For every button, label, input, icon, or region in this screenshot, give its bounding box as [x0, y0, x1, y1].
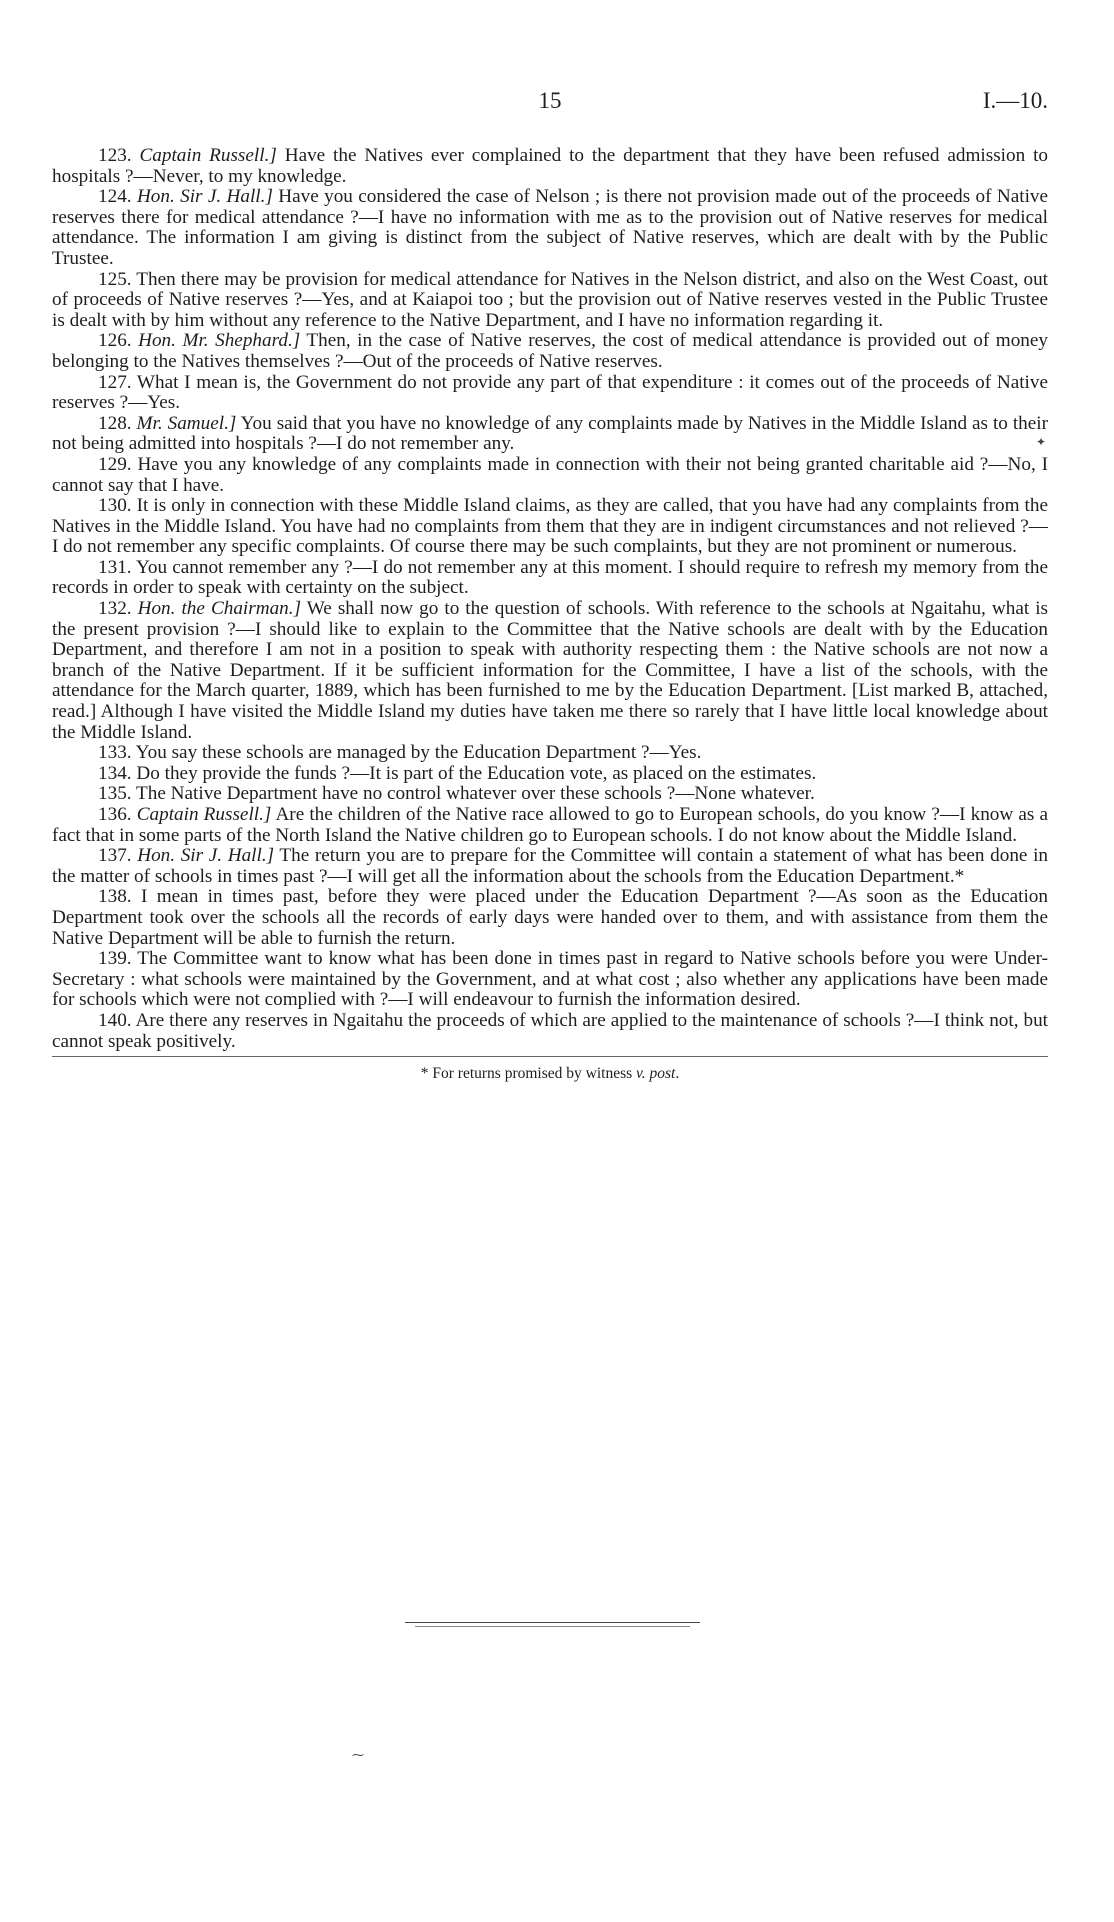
question-124: 124. Hon. Sir J. Hall.] Have you considered the case of Nelson ; is there not provision made out of the proceeds of Native reserves there for medical attendance ?—I have no information with me as to the provision out of Native reserves for medical attendance. The information I am giving is distinct from the subject of Native reserves, which are dealt with by the Public Trustee. [52, 186, 1049, 269]
question-128: 128. Mr. Samuel.] You said that you have no knowledge of any complaints made by Natives in the Middle Island as to their not being admitted into hospitals ?—I do not remember any. [52, 412, 1048, 455]
question-127: 127. What I mean is, the Government do not provide any part of that expenditure : it comes out of the proceeds of Native reserves ?—Yes. [52, 371, 1048, 414]
question-131: 131. You cannot remember any ?—I do not remember any at this moment. I should require to refresh my memory from the records in order to speak with certainty on the subject. [52, 556, 1048, 599]
evidence-text [52, 146, 1048, 1084]
question-138: 138. I mean in times past, before they were placed under the Education Department ?—As soon as the Education Department took over the schools all the records of early days were handed over to them, and with assistance from them the Native Department will be able to furnish the return. [52, 886, 1048, 949]
question-133: 133. You say these schools are managed by the Education Department ?—Yes. [98, 742, 702, 764]
question-134: 134. Do they provide the funds ?—It is part of the Education vote, as placed on the estimates. [98, 762, 817, 784]
footnote: * For returns promised by witness v. post. [420, 1065, 680, 1083]
closing-double-rule [405, 1622, 700, 1627]
question-132: 132. Hon. the Chairman.] We shall now go to the question of schools. With reference to the schools at Ngaitahu, what is the present provision ?—I should like to explain to the Committee that the Native schools are dealt with by the Education Department, and therefore I am not in a position to speak with authority respecting them : the Native schools are not now a branch of the Native Department. If it be sufficient information for the Committee, I have a list of the schools, with the attendance for the March quarter, 1889, which has been furnished to me by the Education Department. [List marked B, attached, read.] Although I have visited the Middle Island my duties have taken me there so rarely that I have little local knowledge about the Middle Island. [52, 598, 1048, 743]
page-header [52, 88, 1048, 120]
question-136: 136. Captain Russell.] Are the children of the Native race allowed to go to European schools, do you know ?—I know as a fact that in some parts of the North Island the Native children go to European schools. I do not know about the Middle Island. [52, 804, 1048, 846]
question-126: 126. Hon. Mr. Shephard.] Then, in the case of Native reserves, the cost of medical attendance is provided out of money belonging to the Natives themselves ?—Out of the proceeds of Native reserves. [52, 330, 1048, 372]
question-129: 129. Have you any knowledge of any complaints made in connection with their not being granted charitable aid ?—No, I cannot say that I have. [52, 453, 1048, 496]
end-of-text-rule [52, 1052, 1048, 1062]
question-130: 130. It is only in connection with these Middle Island claims, as they are called, that you have had any complaints from the Natives in the Middle Island. You have had no complaints from them that they are in indigent circumstances and not relieved ?—I do not remember any specific complaints. Of course there may be such complaints, but they are not prominent or numerous. [52, 495, 1048, 558]
print-speck-mark: ⁓ [352, 1748, 364, 1762]
question-125: 125. Then there may be provision for medical attendance for Natives in the Nelson district, and also on the West Coast, out of proceeds of Native reserves ?—Yes, and at Kaiapoi too ; but the provision out of Native reserves vested in the Public Trustee is dealt with by him without any reference to the Native Department, and I have no information regarding it. [52, 268, 1048, 331]
question-139: 139. The Committee want to know what has been done in times past in regard to Native schools before you were Under-Secretary : what schools were maintained by the Government, and at what cost ; also whether any applications have been made for schools which were not complied with ?—I will endeavour to furnish the information desired. [52, 948, 1048, 1011]
document-reference: I.—10. [982, 88, 1048, 113]
question-123: 123. Captain Russell.] Have the Natives ever complained to the department that they have been refused admission to hospitals ?—Never, to my knowledge. [52, 145, 1048, 187]
question-140: 140. Are there any reserves in Ngaitahu the proceeds of which are applied to the maintenance of schools ?—I think not, but cannot speak positively. [52, 1009, 1048, 1052]
page-number: 15 [538, 88, 562, 113]
question-135: 135. The Native Department have no control whatever over these schools ?—None whatever. [98, 783, 815, 805]
question-137: 137. Hon. Sir J. Hall.] The return you are to prepare for the Committee will contain a statement of what has been done in the matter of schools in times past ?—I will get all the information about the schools from the Education Department.* [52, 845, 1049, 887]
print-speck-mark: ✦ [1036, 435, 1047, 449]
